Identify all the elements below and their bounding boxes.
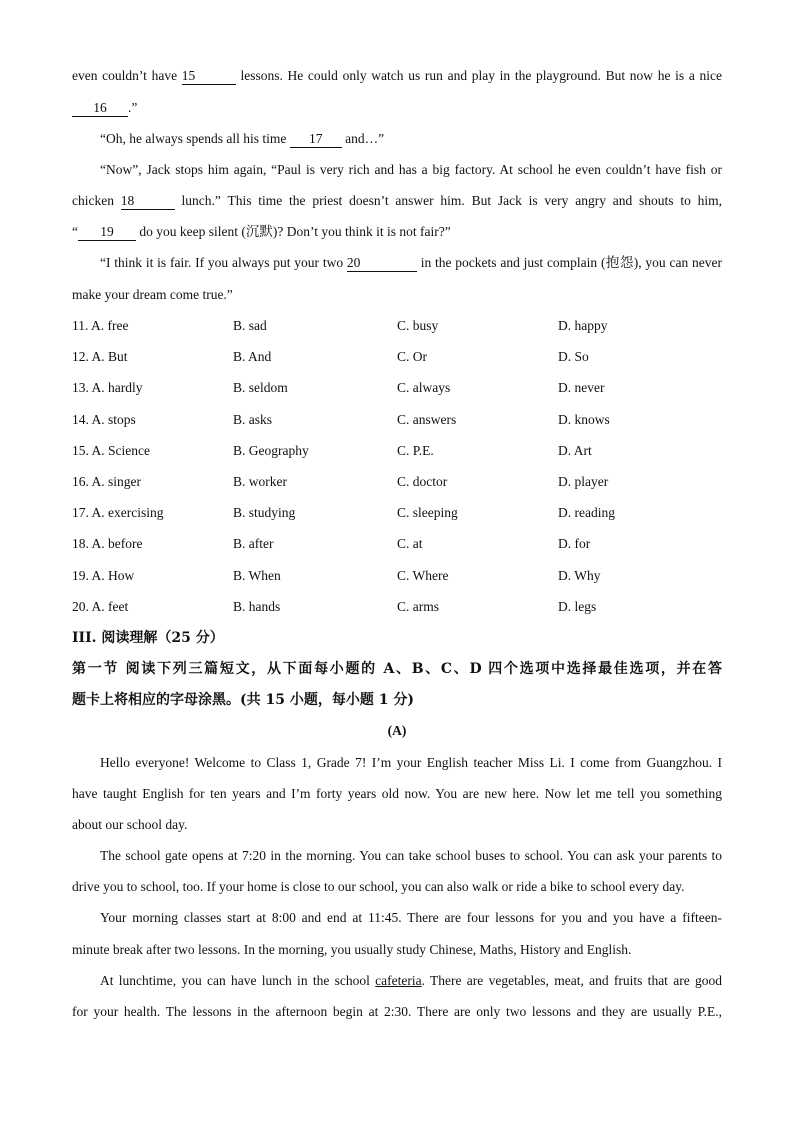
option-d: D. knows <box>558 411 610 427</box>
passage-line <box>72 129 722 149</box>
option-c: C. P.E. <box>397 442 434 458</box>
question-row <box>72 566 722 586</box>
option-d: D. player <box>558 474 609 489</box>
passage-a-line: for your health. The lessons in the afternoon begin at 2:30. There are only two lessons and they are usually P.E., <box>72 1004 722 1019</box>
passage-a-line: have taught English for ten years and I’m forty years old now. You are new here. Now let me tell you something <box>72 786 722 801</box>
option-a: 20. A. feet <box>72 598 129 614</box>
option-a: 18. A. before <box>72 536 143 552</box>
option-c: C. Or <box>397 349 427 365</box>
option-b: B. Geography <box>233 442 309 458</box>
option-a: 11. A. free <box>72 318 129 333</box>
passage-line <box>72 98 722 118</box>
passage-a-line <box>72 971 722 991</box>
option-c: C. always <box>397 380 451 396</box>
text: and…” <box>341 131 385 146</box>
passage-line <box>72 222 722 242</box>
blank-17: 17 <box>290 131 342 148</box>
question-row <box>72 316 722 336</box>
blank-15: 15 <box>182 68 236 85</box>
passage-a-line: minute break after two lessons. In the morning, you usually study Chinese, Maths, History and English. <box>72 942 632 957</box>
blank-18: 18 <box>121 193 175 210</box>
question-row <box>72 503 722 523</box>
option-c: C. arms <box>397 598 439 614</box>
option-a: 14. A. stops <box>72 411 136 427</box>
passage-a-line: drive you to school, too. If your home is close to our school, you can also walk or ride a bike to school every day. <box>72 879 685 894</box>
question-row <box>72 597 722 617</box>
option-b: B. after <box>233 536 274 552</box>
option-c: C. at <box>397 536 423 552</box>
text: do you keep silent (沉默)? Don’t you think it is not fair?” <box>136 224 451 239</box>
option-d: D. So <box>558 349 589 365</box>
option-a: 13. A. hardly <box>72 380 143 396</box>
text: lessons. He could only watch us run and play in the playground. But now he is a nice <box>235 68 722 83</box>
question-row <box>72 472 722 492</box>
passage-line: make your dream come true.” <box>72 287 233 302</box>
question-row <box>72 378 722 398</box>
text: . There are vegetables, meat, and fruits that are good <box>421 973 722 988</box>
section-instruction: 第一节 阅读下列三篇短文，从下面每小题的 A、B、C、D 四个选项中选择最佳选项，并在答 <box>72 661 722 677</box>
option-b: B. hands <box>233 598 281 614</box>
option-b: B. asks <box>233 411 273 427</box>
option-d: D. Why <box>558 567 601 583</box>
text: .” <box>128 100 138 115</box>
passage-line <box>72 253 722 273</box>
passage-line <box>72 66 722 86</box>
passage-a-line: about our school day. <box>72 817 188 832</box>
text: even couldn’t have <box>72 68 182 83</box>
blank-19: 19 <box>78 224 136 241</box>
passage-line <box>72 191 722 211</box>
option-b: B. And <box>233 349 272 365</box>
passage-a-line: The school gate opens at 7:20 in the morning. You can take school buses to school. You can ask your parents to <box>100 848 722 863</box>
question-row <box>72 441 722 461</box>
option-a: 19. A. How <box>72 567 135 583</box>
text: At lunchtime, you can have lunch in the school <box>100 973 376 988</box>
option-d: D. for <box>558 536 591 552</box>
underlined-word: cafeteria <box>375 973 422 988</box>
passage-line: “Now”, Jack stops him again, “Paul is very rich and has a big factory. At school he even couldn’t have fish or <box>100 162 722 177</box>
blank-16: 16 <box>72 100 128 117</box>
passage-a-line: Hello everyone! Welcome to Class 1, Grade 7! I’m your English teacher Miss Li. I come from Guangzhou. I <box>100 755 722 770</box>
option-c: C. Where <box>397 567 449 583</box>
option-b: B. When <box>233 567 281 583</box>
option-d: D. happy <box>558 318 608 333</box>
option-d: D. reading <box>558 505 615 521</box>
option-a: 16. A. singer <box>72 474 141 489</box>
option-d: D. Art <box>558 442 592 458</box>
question-row <box>72 410 722 430</box>
option-a: 15. A. Science <box>72 442 150 458</box>
option-d: D. legs <box>558 598 597 614</box>
section-instruction: 题卡上将相应的字母涂黑。(共 15 小题，每小题 1 分) <box>72 692 414 708</box>
text: lunch.” This time the priest doesn’t answer him. But Jack is very angry and shouts to him, <box>174 193 722 208</box>
passage-a-line: Your morning classes start at 8:00 and end at 11:45. There are four lessons for you and you have a fifteen- <box>100 910 722 925</box>
option-c: C. busy <box>397 318 439 333</box>
section-heading: III. 阅读理解（25 分） <box>72 630 224 646</box>
option-b: B. studying <box>233 505 296 521</box>
text: in the pockets and just complain (抱怨), you can never <box>416 255 722 270</box>
option-c: C. doctor <box>397 474 448 489</box>
blank-20: 20 <box>347 255 417 272</box>
option-c: C. answers <box>397 411 457 427</box>
option-c: C. sleeping <box>397 505 458 521</box>
option-a: 12. A. But <box>72 349 128 365</box>
text: “ <box>72 224 78 239</box>
text: “I think it is fair. If you always put your two <box>100 255 347 270</box>
option-b: B. seldom <box>233 380 288 396</box>
option-d: D. never <box>558 380 605 396</box>
option-b: B. sad <box>233 318 267 333</box>
question-row <box>72 534 722 554</box>
passage-label: (A) <box>387 723 407 738</box>
question-row <box>72 347 722 367</box>
option-b: B. worker <box>233 474 287 489</box>
text: chicken <box>72 193 121 208</box>
option-a: 17. A. exercising <box>72 505 164 521</box>
text: “Oh, he always spends all his time <box>100 131 290 146</box>
